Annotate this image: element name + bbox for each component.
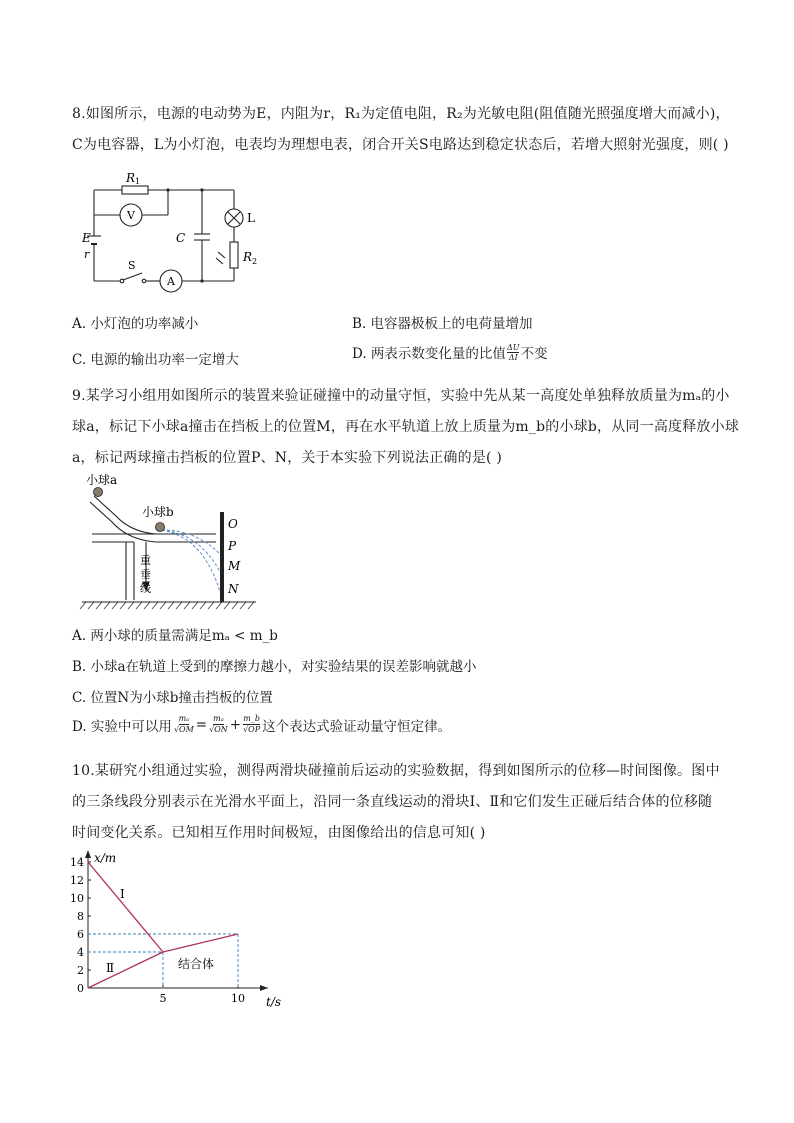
q10-stem-line1: 10.某研究小组通过实验，测得两滑块碰撞前后运动的实验数据，得到如图所示的位移—时间图像。图中: [72, 763, 720, 779]
r2-label: R: [243, 250, 253, 264]
q9-option-d-suffix: 这个表达式验证动量守恒定律。: [262, 718, 452, 735]
y-tick-label: 14: [70, 856, 84, 869]
fraction-1-denominator: √OM: [173, 725, 194, 734]
q10-stem-line3: 时间变化关系。已知相互作用时间极短，由图像给出的信息可知( ): [72, 825, 486, 841]
q9-option-c[interactable]: C. 位置N为小球b撞击挡板的位置: [72, 690, 273, 706]
plumb-label-3: 线: [140, 582, 151, 595]
q8-option-b[interactable]: B. 电容器极板上的电荷量增加: [352, 316, 533, 332]
y-tick-label: 2: [77, 964, 84, 977]
y-tick-label: 10: [70, 892, 84, 905]
q8-stem-line2: C为电容器，L为小灯泡，电表均为理想电表，闭合开关S电路达到稳定状态后，若增大照射光强度，则( ): [72, 137, 729, 153]
y-tick-label: 8: [77, 910, 84, 923]
plumb-label-1: 重: [140, 554, 151, 567]
q9-stem-line2: 球a，标记下小球a撞击在挡板上的位置M，再在水平轨道上放上质量为m_b的小球b，从同一高度释放小球: [72, 419, 740, 435]
q9-stem-line3: a，标记两球撞击挡板的位置P、N，关于本实验下列说法正确的是( ): [72, 450, 502, 466]
ball-b-label: 小球b: [142, 505, 174, 519]
combined-label: 结合体: [178, 957, 215, 971]
switch-label: S: [128, 259, 136, 272]
voltmeter-label: V: [127, 209, 135, 222]
ball-a-label: 小球a: [86, 473, 118, 487]
y-tick-label: 0: [77, 982, 84, 995]
lamp-label: L: [247, 211, 255, 225]
y-axis-label: x/m: [94, 851, 117, 865]
point-m-label: M: [228, 559, 241, 573]
q8-option-d-prefix: D. 两表示数变化量的比值: [352, 346, 506, 362]
position-time-chart: [60, 846, 300, 1016]
internal-r-label: r: [84, 248, 90, 261]
capacitor-label: C: [176, 231, 186, 245]
fraction-2: [209, 714, 228, 735]
x-tick-label: 5: [159, 992, 167, 1005]
q9-stem-line1: 9.某学习小组用如图所示的装置来验证碰撞中的动量守恒，实验中先从某一高度处单独释放质量为mₐ的小: [72, 388, 730, 404]
fraction-3: [243, 714, 260, 735]
fraction-1: [174, 714, 194, 735]
ammeter-label: A: [167, 275, 175, 288]
q8-option-a[interactable]: A. 小灯泡的功率减小: [72, 316, 199, 332]
plumb-label-2: 垂: [140, 568, 151, 581]
q8-option-d-suffix: 不变: [520, 346, 548, 362]
x-axis-label: t/s: [266, 995, 282, 1009]
point-o-label: O: [228, 517, 238, 531]
q8-option-c[interactable]: C. 电源的输出功率一定增大: [72, 352, 239, 368]
plus-sign: +: [229, 716, 242, 733]
r1-label: R: [126, 171, 136, 185]
q9-option-a[interactable]: A. 两小球的质量需满足mₐ < m_b: [72, 628, 278, 644]
series-2-line: [88, 952, 163, 988]
y-tick-label: 4: [77, 946, 84, 959]
x-tick-label: 10: [231, 992, 245, 1005]
fraction-denominator: ΔI: [508, 352, 518, 362]
q8-option-d[interactable]: [352, 342, 547, 362]
fraction-3-numerator: m_b: [243, 714, 260, 723]
emf-label: E: [82, 231, 91, 245]
q9-option-d[interactable]: [72, 714, 451, 735]
line-1-label: Ⅰ: [120, 887, 125, 901]
point-p-label: P: [228, 539, 237, 553]
r2-sub: 2: [252, 257, 258, 266]
collision-apparatus-diagram: [76, 472, 261, 612]
fraction-2-numerator: mₐ: [213, 714, 224, 723]
q9-option-b[interactable]: B. 小球a在轨道上受到的摩擦力越小，对实验结果的误差影响就越小: [72, 659, 477, 675]
fraction-2-denominator: √ON: [209, 725, 228, 734]
line-2-label: Ⅱ: [106, 961, 115, 975]
fraction-1-numerator: mₐ: [178, 714, 190, 723]
fraction-3-denominator: √OP: [243, 725, 261, 734]
y-tick-label: 6: [77, 928, 84, 941]
q8-stem-line1: 8.如图所示，电源的电动势为E，内阻为r，R₁为定值电阻，R₂为光敏电阻(阻值随光照强度增大而减小)，: [72, 106, 730, 122]
q10-stem-line2: 的三条线段分别表示在光滑水平面上，沿同一条直线运动的滑块Ⅰ、Ⅱ和它们发生正碰后结合体的位移随: [72, 794, 713, 810]
circuit-diagram: [82, 172, 282, 297]
equals-sign: =: [195, 716, 208, 733]
r1-sub: 1: [135, 177, 141, 186]
combined-line: [163, 934, 238, 952]
q9-option-d-prefix: D. 实验中可以用: [72, 718, 172, 735]
y-tick-label: 12: [70, 874, 84, 887]
fraction-numerator: ΔU: [506, 342, 520, 352]
point-n-label: N: [228, 582, 239, 596]
delta-fraction: [507, 343, 520, 362]
series-1-line: [88, 862, 163, 952]
